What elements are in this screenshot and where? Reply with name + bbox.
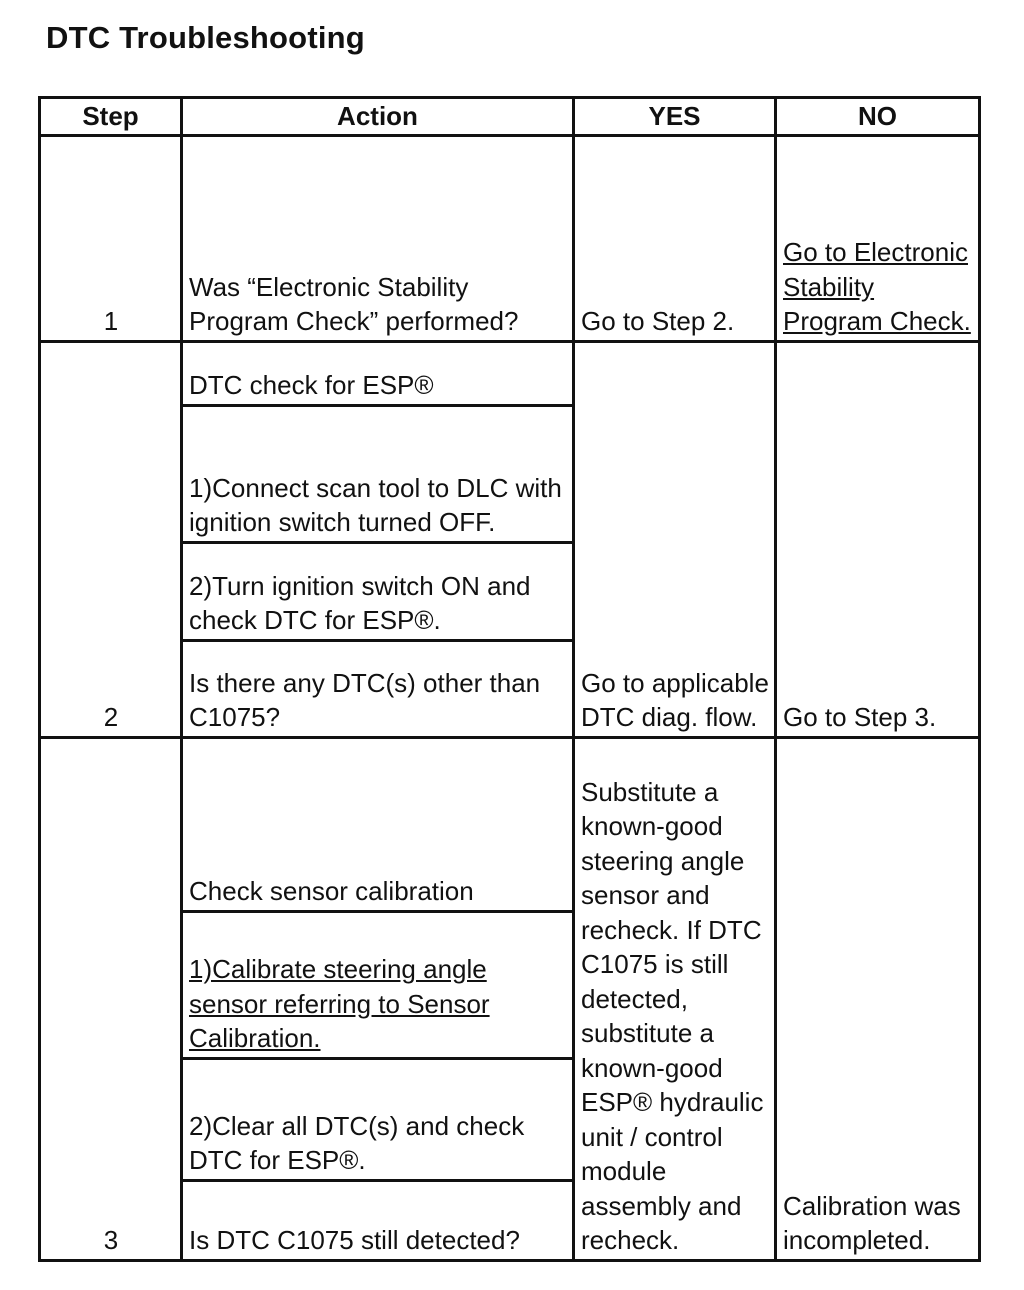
yes-cell: Go to Step 2.: [574, 135, 776, 341]
column-header-yes: YES: [574, 98, 776, 136]
action-cell: Is DTC C1075 still detected?: [182, 1180, 574, 1260]
yes-cell: Go to applicable DTC diag. flow.: [574, 341, 776, 737]
table-row-step-2: [40, 341, 980, 405]
action-cell: Was “Electronic Stability Program Check” performed?: [182, 135, 574, 341]
yes-cell: Substitute a known-good steering angle sensor and recheck. If DTC C1075 is still detected, substitute a known-good ESP® hydraulic unit / control module assembly and recheck.: [574, 737, 776, 1260]
action-cell: DTC check for ESP®: [182, 341, 574, 405]
action-cell: 1)Connect scan tool to DLC with ignition switch turned OFF.: [182, 405, 574, 542]
action-cell: 2)Turn ignition switch ON and check DTC for ESP®.: [182, 542, 574, 640]
step-number: 1: [40, 135, 182, 341]
action-cell-link[interactable]: 1)Calibrate steering angle sensor referring to Sensor Calibration.: [182, 911, 574, 1058]
column-header-step: Step: [40, 98, 182, 136]
step-number: 3: [40, 737, 182, 1260]
page-title: DTC Troubleshooting: [46, 20, 365, 55]
action-cell: Check sensor calibration: [182, 737, 574, 911]
column-header-action: Action: [182, 98, 574, 136]
table-row-step-3: [40, 737, 980, 911]
action-cell: 2)Clear all DTC(s) and check DTC for ESP®.: [182, 1058, 574, 1180]
action-cell: Is there any DTC(s) other than C1075?: [182, 640, 574, 737]
no-cell: Go to Step 3.: [776, 341, 980, 737]
no-cell-link[interactable]: Go to Electronic Stability Program Check.: [776, 135, 980, 341]
table-header-row: [40, 98, 980, 136]
column-header-no: NO: [776, 98, 980, 136]
dtc-troubleshooting-table: [38, 96, 981, 1262]
table-row-step-1: [40, 135, 980, 341]
no-cell: Calibration was incompleted.: [776, 737, 980, 1260]
step-number: 2: [40, 341, 182, 737]
